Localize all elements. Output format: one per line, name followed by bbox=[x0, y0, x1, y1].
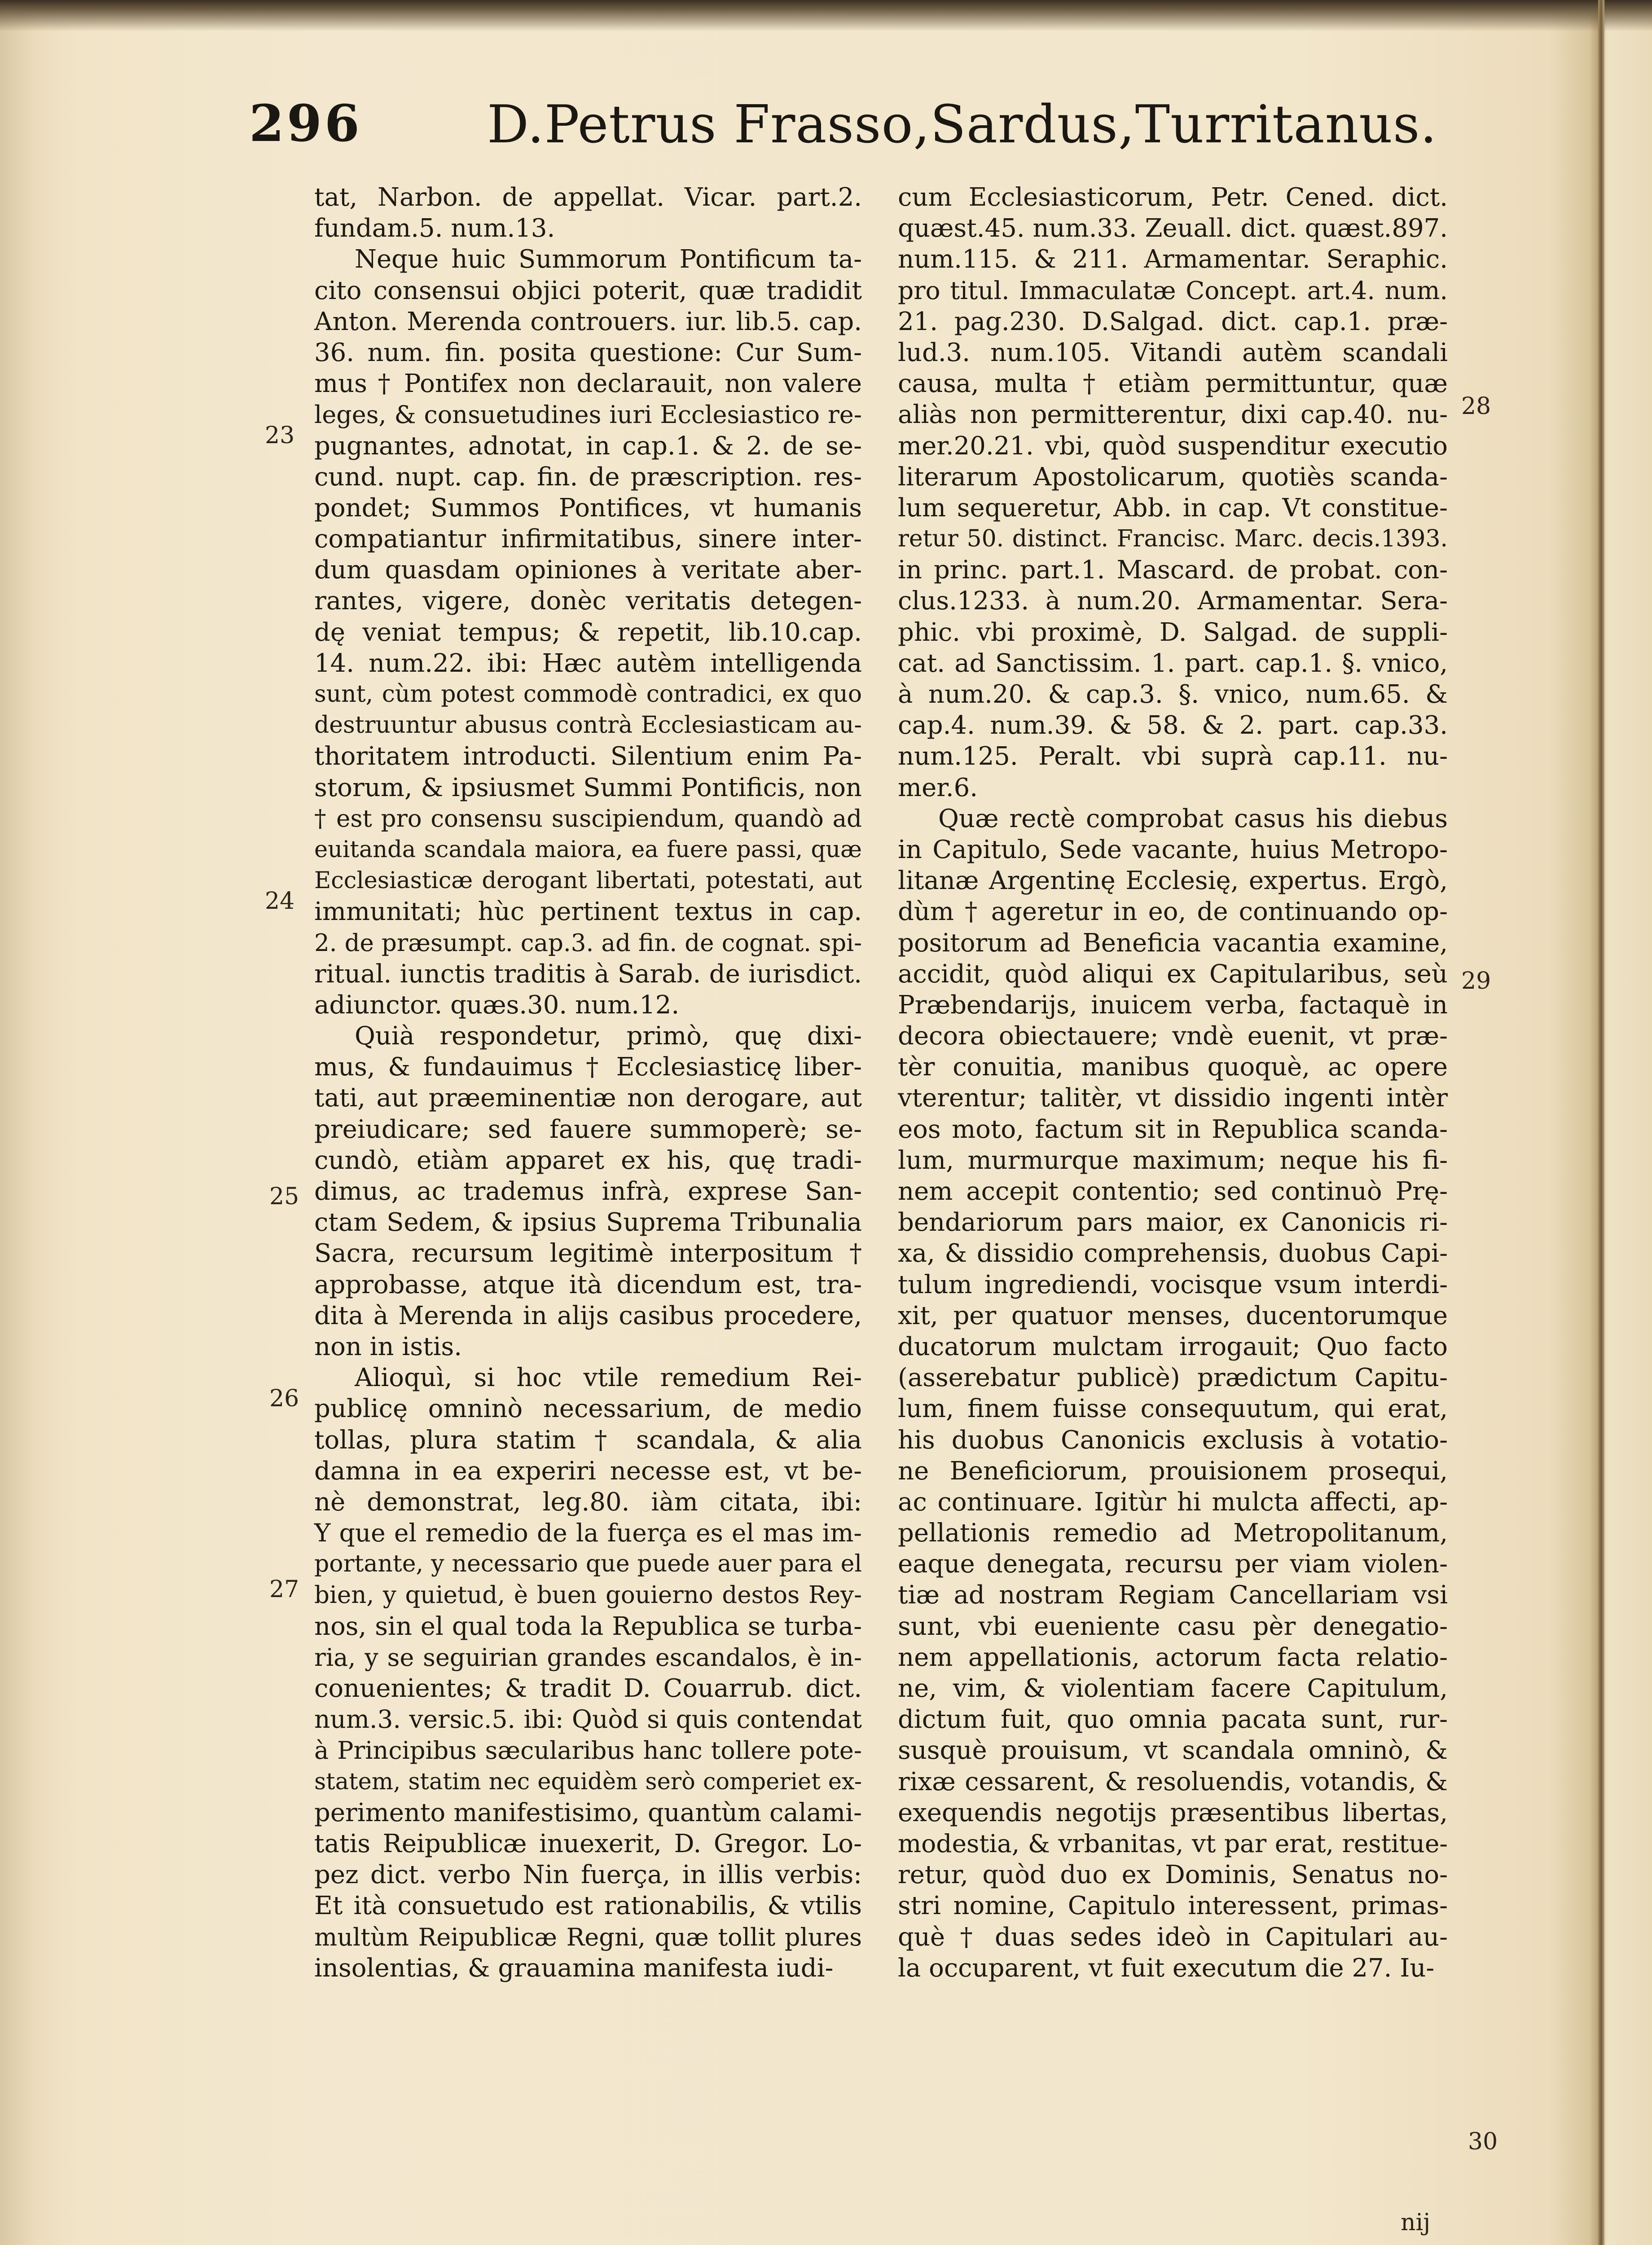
text-line: clus.1233. à num.20. Armamentar. Sera- bbox=[898, 586, 1448, 616]
text-line: què † duas sedes ideò in Capitulari au- bbox=[898, 1922, 1448, 1952]
running-title: D.Petrus Frasso,Sardus,Turritanus. bbox=[487, 94, 1437, 155]
text-line: cum Ecclesiasticorum, Petr. Cened. dict. bbox=[898, 183, 1448, 212]
text-line: cat. ad Sanctissim. 1. part. cap.1. §. vnico, bbox=[898, 648, 1448, 678]
text-line: nos, sin el qual toda la Republica se turba- bbox=[314, 1611, 862, 1641]
text-line: publicę omninò necessarium, de medio bbox=[314, 1394, 862, 1424]
text-line: statem, statim nec equidèm serò comperiet ex- bbox=[314, 1768, 862, 1795]
margin-note: 30 bbox=[1468, 2128, 1498, 2155]
text-line: portante, y necessario que puede auer para el bbox=[314, 1550, 862, 1578]
text-line: retur 50. distinct. Francisc. Marc. decis.1393. bbox=[898, 525, 1448, 553]
text-line: cito consensui objici poterit, quæ tradidit bbox=[314, 276, 862, 305]
text-line: litanæ Argentinę Ecclesię, expertus. Ergò, bbox=[898, 866, 1448, 896]
text-line: cundò, etiàm apparet ex his, quę tradi- bbox=[314, 1145, 862, 1175]
text-line: rantes, vigere, donèc veritatis detegen- bbox=[314, 586, 862, 616]
text-line: tulum ingrediendi, vocisque vsum interdi- bbox=[898, 1270, 1448, 1299]
text-line: lud.3. num.105. Vitandi autèm scandali bbox=[898, 338, 1448, 367]
text-line: Quià respondetur, primò, quę dixi- bbox=[355, 1021, 862, 1051]
margin-note: 29 bbox=[1461, 968, 1491, 995]
text-line: exequendis negotijs præsentibus libertas, bbox=[898, 1798, 1448, 1827]
text-column-left bbox=[314, 182, 862, 1984]
text-line: accidit, quòd aliqui ex Capitularibus, seù bbox=[898, 959, 1448, 989]
text-line: fundam.5. num.13. bbox=[314, 214, 555, 243]
text-line: mus, & fundauimus † Ecclesiasticę liber- bbox=[314, 1052, 862, 1082]
text-line: ducatorum mulctam irrogauit; Quo facto bbox=[898, 1332, 1448, 1361]
text-line: Præbendarijs, inuicem verba, factaquè in bbox=[898, 990, 1448, 1020]
text-line: xa, & dissidio comprehensis, duobus Capi- bbox=[898, 1239, 1448, 1268]
text-line: pellationis remedio ad Metropolitanum, bbox=[898, 1519, 1448, 1548]
text-line: tat, Narbon. de appellat. Vicar. part.2. bbox=[314, 183, 862, 212]
text-line: cund. nupt. cap. fin. de præscription. res- bbox=[314, 462, 862, 492]
text-line: retur, quòd duo ex Dominis, Senatus no- bbox=[898, 1860, 1448, 1890]
text-line: ria, y se seguirian grandes escandalos, è in- bbox=[314, 1643, 862, 1672]
text-line: stri nomine, Capitulo interessent, primas- bbox=[898, 1891, 1448, 1921]
page-number: 296 bbox=[249, 94, 362, 153]
text-line: bendariorum pars maior, ex Canonicis ri- bbox=[898, 1208, 1448, 1237]
text-line: positorum ad Beneficia vacantia examine, bbox=[898, 928, 1448, 958]
text-line: vterentur; talitèr, vt dissidio ingenti intèr bbox=[898, 1083, 1448, 1113]
text-line: lum sequeretur, Abb. in cap. Vt constitue- bbox=[898, 493, 1448, 523]
text-line: in Capitulo, Sede vacante, huius Metropo- bbox=[898, 835, 1448, 864]
text-line: Quæ rectè comprobat casus his diebus bbox=[938, 804, 1448, 833]
text-line: dę veniat tempus; & repetit, lib.10.cap. bbox=[314, 617, 862, 647]
margin-note: 26 bbox=[269, 1385, 299, 1412]
text-line: ctam Sedem, & ipsius Suprema Tribunalia bbox=[314, 1208, 862, 1237]
text-line: tollas, plura statim † scandala, & alia bbox=[314, 1425, 862, 1455]
text-line: sunt, cùm potest commodè contradici, ex quo bbox=[314, 681, 862, 708]
text-line: Anton. Merenda controuers. iur. lib.5. cap. bbox=[314, 307, 862, 336]
text-line: Alioquì, si hoc vtile remedium Rei- bbox=[355, 1363, 862, 1393]
text-line: immunitati; hùc pertinent textus in cap. bbox=[314, 897, 862, 927]
text-line: à Principibus sæcularibus hanc tollere pote- bbox=[314, 1736, 862, 1765]
binding-edge bbox=[1598, 0, 1604, 2245]
text-line: pugnantes, adnotat, in cap.1. & 2. de se- bbox=[314, 431, 862, 461]
text-line: destruuntur abusus contrà Ecclesiasticam au- bbox=[314, 712, 862, 739]
text-line: 36. num. fin. posita questione: Cur Sum- bbox=[314, 338, 862, 367]
text-line: adiunctor. quæs.30. num.12. bbox=[314, 990, 680, 1020]
text-line: causa, multa † etiàm permittuntur, quæ bbox=[898, 369, 1448, 399]
text-line: sunt, vbi eueniente casu pèr denegatio- bbox=[898, 1611, 1448, 1641]
text-line: dita à Merenda in alijs casibus procedere, bbox=[314, 1301, 862, 1330]
text-line: conuenientes; & tradit D. Couarrub. dict. bbox=[314, 1674, 862, 1703]
text-line: tèr conuitia, manibus quoquè, ac opere bbox=[898, 1052, 1448, 1082]
text-line: xit, per quatuor menses, ducentorumque bbox=[898, 1301, 1448, 1330]
text-line: eos moto, factum sit in Republica scanda- bbox=[898, 1114, 1448, 1144]
text-line: 2. de præsumpt. cap.3. ad fin. de cognat. spi- bbox=[314, 929, 862, 957]
text-line: Ecclesiasticæ derogant libertati, potestati, aut bbox=[314, 867, 862, 894]
text-line: dictum fuit, quo omnia pacata sunt, rur- bbox=[898, 1705, 1448, 1734]
text-line: lum, finem fuisse consequutum, qui erat, bbox=[898, 1394, 1448, 1424]
text-line: (asserebatur publicè) prædictum Capitu- bbox=[898, 1363, 1448, 1393]
text-line: literarum Apostolicarum, quotiès scanda- bbox=[898, 462, 1448, 492]
text-line: pondet; Summos Pontifices, vt humanis bbox=[314, 493, 862, 523]
text-line: nem accepit contentio; sed continuò Prę- bbox=[898, 1177, 1448, 1206]
text-line: tati, aut præeminentiæ non derogare, aut bbox=[314, 1083, 862, 1113]
text-line: bien, y quietud, è buen gouierno destos Rey- bbox=[314, 1581, 862, 1609]
text-line: multùm Reipublicæ Regni, quæ tollit plures bbox=[314, 1923, 862, 1951]
text-line: dimus, ac trademus infrà, exprese San- bbox=[314, 1177, 862, 1206]
text-line: 14. num.22. ibi: Hæc autèm intelligenda bbox=[314, 648, 862, 678]
text-line: dum quasdam opiniones à veritate aber- bbox=[314, 555, 862, 585]
text-line: aliàs non permitterentur, dixi cap.40. nu- bbox=[898, 400, 1448, 430]
margin-note: 27 bbox=[269, 1576, 299, 1603]
text-line: dùm † ageretur in eo, de continuando op- bbox=[898, 897, 1448, 927]
text-line: nè demonstrat, leg.80. iàm citata, ibi: bbox=[314, 1487, 862, 1517]
text-line: ne Beneficiorum, prouisionem prosequi, bbox=[898, 1456, 1448, 1486]
text-line: rixæ cessarent, & resoluendis, votandis, & bbox=[898, 1767, 1448, 1796]
text-line: preiudicare; sed fauere summoperè; se- bbox=[314, 1114, 862, 1144]
text-line: in princ. part.1. Mascard. de probat. con- bbox=[898, 555, 1448, 585]
text-line: pro titul. Immaculatæ Concept. art.4. num. bbox=[898, 276, 1448, 305]
text-line: lum, murmurque maximum; neque his fi- bbox=[898, 1145, 1448, 1175]
text-line: his duobus Canonicis exclusis à votatio- bbox=[898, 1425, 1448, 1455]
text-line: quæst.45. num.33. Zeuall. dict. quæst.897. bbox=[898, 214, 1448, 243]
text-line: ritual. iunctis traditis à Sarab. de iurisdict. bbox=[314, 959, 862, 989]
text-line: cap.4. num.39. & 58. & 2. part. cap.33. bbox=[898, 711, 1448, 740]
text-line: insolentias, & grauamina manifesta iudi- bbox=[314, 1953, 834, 1983]
text-line: num.115. & 211. Armamentar. Seraphic. bbox=[898, 245, 1448, 274]
text-line: thoritatem introducti. Silentium enim Pa- bbox=[314, 742, 862, 771]
text-line: nem appellationis, actorum facta relatio- bbox=[898, 1642, 1448, 1672]
text-line: damna in ea experiri necesse est, vt be- bbox=[314, 1456, 862, 1486]
text-line: compatiantur infirmitatibus, sinere inter- bbox=[314, 524, 862, 554]
text-line: Et ità consuetudo est rationabilis, & vtilis bbox=[314, 1891, 862, 1921]
text-line: non in istis. bbox=[314, 1332, 462, 1361]
text-line: ac continuare. Igitùr hi mulcta affecti, ap- bbox=[898, 1487, 1448, 1517]
text-line: modestia, & vrbanitas, vt par erat, restitue- bbox=[898, 1829, 1448, 1858]
text-line: 21. pag.230. D.Salgad. dict. cap.1. præ- bbox=[898, 307, 1448, 336]
text-line: mer.6. bbox=[898, 773, 978, 802]
text-line: Sacra, recursum legitimè interpositum † bbox=[314, 1239, 862, 1268]
text-line: num.125. Peralt. vbi suprà cap.11. nu- bbox=[898, 742, 1448, 771]
text-line: storum, & ipsiusmet Summi Pontificis, non bbox=[314, 773, 862, 802]
text-line: tatis Reipublicæ inuexerit, D. Gregor. Lo- bbox=[314, 1829, 862, 1858]
margin-note: 25 bbox=[269, 1183, 299, 1210]
text-line: eaque denegata, recursu per viam violen- bbox=[898, 1549, 1448, 1579]
text-line: susquè prouisum, vt scandala omninò, & bbox=[898, 1736, 1448, 1765]
text-line: mer.20.21. vbi, quòd suspenditur executio bbox=[898, 431, 1448, 461]
text-column-right bbox=[898, 182, 1448, 1984]
text-line: leges, & consuetudines iuri Ecclesiastico re- bbox=[314, 401, 862, 429]
text-line: † est pro consensu suscipiendum, quandò ad bbox=[314, 805, 862, 832]
text-line: mus † Pontifex non declarauit, non valere bbox=[314, 369, 862, 399]
text-line: approbasse, atque ità dicendum est, tra- bbox=[314, 1270, 862, 1299]
text-line: la occuparent, vt fuit executum die 27. Iu- bbox=[898, 1953, 1435, 1983]
text-line: Y que el remedio de la fuerça es el mas im- bbox=[314, 1519, 862, 1548]
text-line: phic. vbi proximè, D. Salgad. de suppli- bbox=[898, 617, 1448, 647]
margin-note: 24 bbox=[265, 888, 295, 915]
text-line: pez dict. verbo Nin fuerça, in illis verbis: bbox=[314, 1860, 862, 1890]
page-top-shadow bbox=[0, 0, 1652, 31]
text-line: tiæ ad nostram Regiam Cancellariam vsi bbox=[898, 1580, 1448, 1610]
text-line: euitanda scandala maiora, ea fuere passi, quæ bbox=[314, 836, 862, 863]
text-line: num.3. versic.5. ibi: Quòd si quis contendat bbox=[314, 1705, 862, 1734]
text-line: à num.20. & cap.3. §. vnico, num.65. & bbox=[898, 680, 1448, 709]
text-line: decora obiectauere; vndè euenit, vt præ- bbox=[898, 1021, 1448, 1051]
text-line: ne, vim, & violentiam facere Capitulum, bbox=[898, 1674, 1448, 1703]
text-line: perimento manifestisimo, quantùm calami- bbox=[314, 1798, 862, 1827]
margin-note: 23 bbox=[265, 422, 295, 449]
margin-note: 28 bbox=[1461, 393, 1491, 420]
text-line: Neque huic Summorum Pontificum ta- bbox=[355, 245, 862, 274]
catchword: nij bbox=[1401, 2209, 1431, 2236]
